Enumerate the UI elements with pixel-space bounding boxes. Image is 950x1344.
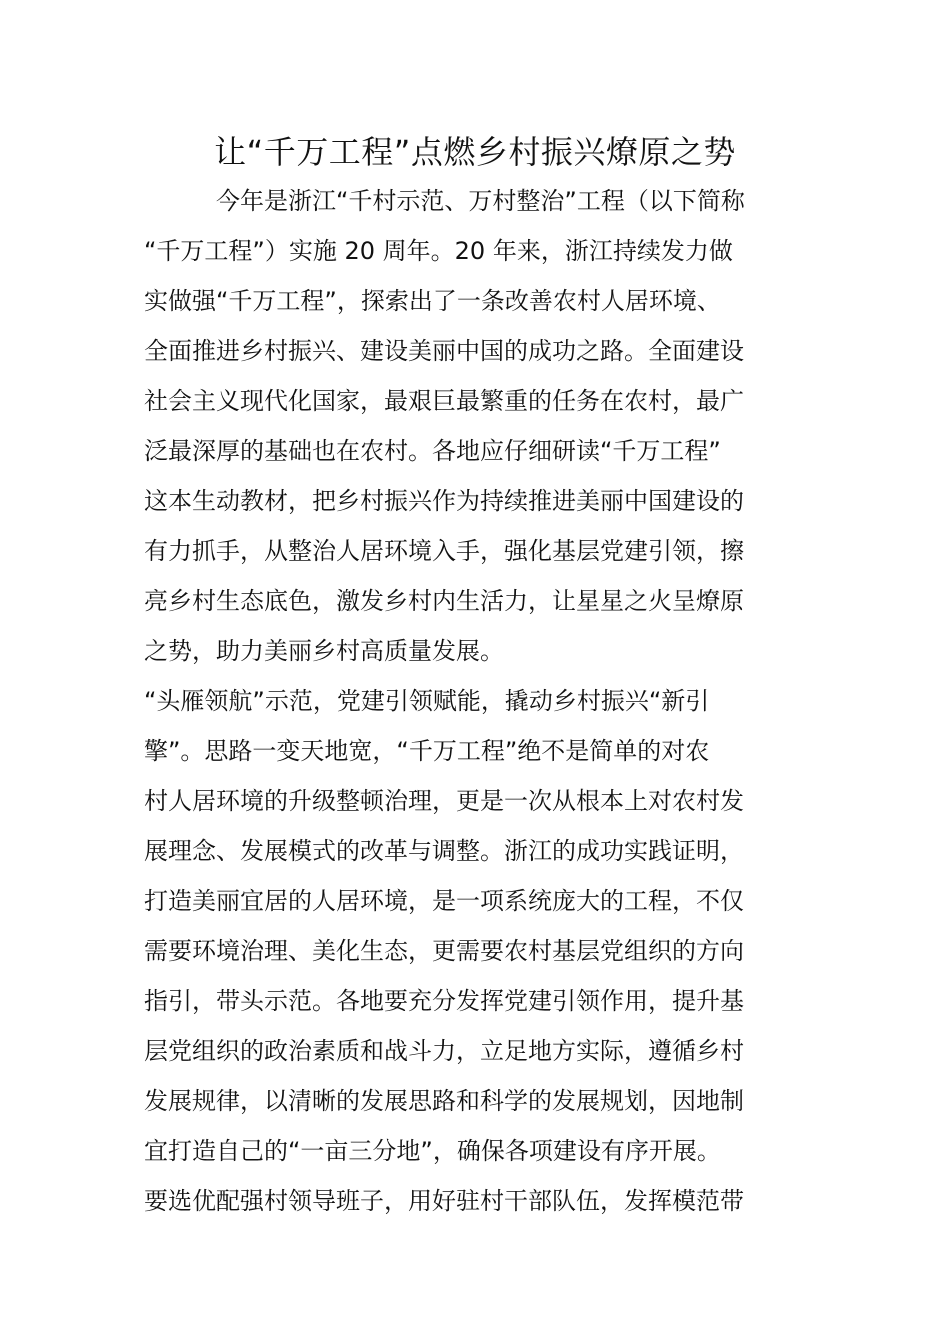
body-line: 擎”。思路一变天地宽，“千万工程”绝不是简单的对农	[144, 737, 710, 765]
body-line: 有力抓手，从整治人居环境入手，强化基层党建引领，擦	[144, 537, 744, 565]
body-line: “千万工程”）实施 20 周年。20 年来，浙江持续发力做	[144, 237, 733, 265]
document-title: 让“千万工程”点燃乡村振兴燎原之势	[214, 133, 736, 171]
body-line: 打造美丽宜居的人居环境，是一项系统庞大的工程，不仅	[144, 887, 744, 915]
body-line: 发展规律，以清晰的发展思路和科学的发展规划，因地制	[144, 1087, 744, 1115]
body-line: 层党组织的政治素质和战斗力，立足地方实际，遵循乡村	[144, 1037, 744, 1065]
body-line: 泛最深厚的基础也在农村。各地应仔细研读“千万工程”	[144, 437, 721, 465]
body-line: 需要环境治理、美化生态，更需要农村基层党组织的方向	[144, 937, 744, 965]
body-line: 亮乡村生态底色，激发乡村内生活力，让星星之火呈燎原	[144, 587, 744, 615]
body-line: 指引，带头示范。各地要充分发挥党建引领作用，提升基	[144, 987, 744, 1015]
body-line: 今年是浙江“千村示范、万村整治”工程（以下简称	[216, 187, 745, 215]
body-line: 全面推进乡村振兴、建设美丽中国的成功之路。全面建设	[144, 337, 744, 365]
body-line: 村人居环境的升级整顿治理，更是一次从根本上对农村发	[144, 787, 744, 815]
body-line: 这本生动教材，把乡村振兴作为持续推进美丽中国建设的	[144, 487, 744, 515]
body-line: 实做强“千万工程”，探索出了一条改善农村人居环境、	[144, 287, 721, 315]
body-line: 展理念、发展模式的改革与调整。浙江的成功实践证明，	[144, 837, 744, 865]
body-line: “头雁领航”示范，党建引领赋能，撬动乡村振兴“新引	[144, 687, 710, 715]
body-line: 要选优配强村领导班子，用好驻村干部队伍，发挥模范带	[144, 1187, 744, 1215]
body-line: 社会主义现代化国家，最艰巨最繁重的任务在农村，最广	[144, 387, 744, 415]
body-line: 宜打造自己的“一亩三分地”，确保各项建设有序开展。	[144, 1137, 721, 1165]
body-line: 之势，助力美丽乡村高质量发展。	[144, 637, 504, 665]
